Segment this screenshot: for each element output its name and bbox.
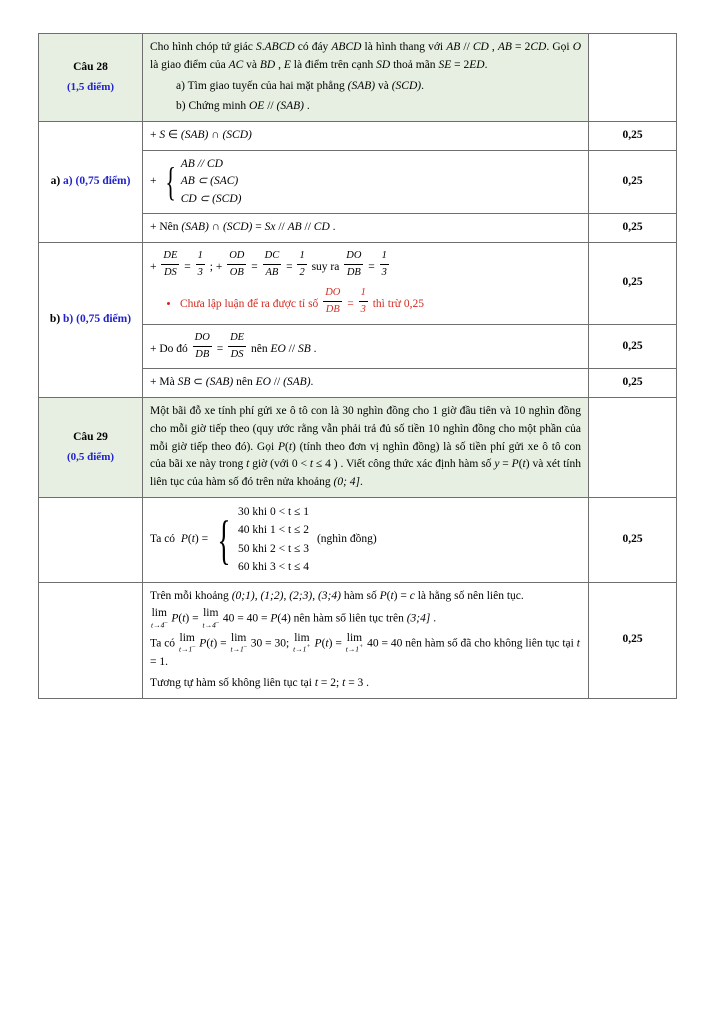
fraction-one-third-note: $\frac{1}{3}$ bbox=[359, 285, 368, 319]
question-points: (1,5 điểm) bbox=[66, 81, 115, 93]
limit-operator: lim t→1– bbox=[178, 631, 196, 654]
fraction-de-ds: $\frac{DE}{DS}$ bbox=[161, 248, 179, 282]
table-row bbox=[39, 582, 677, 698]
score-b2: 0,25 bbox=[589, 324, 677, 369]
prompt-paragraph: Một bãi đỗ xe tính phí gửi xe ô tô con là 30 nghìn đồng cho 1 giờ đầu tiên và 10 nghìn đồng cho mỗi giờ tiếp theo (quy ước rằng vẫn phải trả đủ số tiền 10 nghìn đồng cho một phần của mỗi giờ tiếp theo đó). Gọi P(t) (tính theo đơn vị nghìn đồng) là số tiền phí gửi xe ô tô con của bãi xe này trong t giờ (với 0 < t ≤ 4 ) . Viết công thức xác định hàm số y = P(t) và xét tính liên tục của hàm số đó trên nửa khoảng (0; 4]. bbox=[150, 405, 582, 489]
limit-operator: lim t→1+ bbox=[293, 631, 311, 654]
step-text: + Do đó $\frac{DO}{DB}$ = $\frac{DE}{DS}$ nên EO // SB . bbox=[150, 330, 581, 364]
fraction-do-db-note: $\frac{DO}{DB}$ bbox=[323, 285, 342, 319]
piecewise-lines bbox=[238, 503, 309, 577]
solution-step-b3 bbox=[143, 369, 589, 398]
table-row bbox=[39, 34, 677, 122]
question-prompt-cau28 bbox=[143, 34, 589, 122]
score-a3: 0,25 bbox=[589, 213, 677, 242]
part-label-b: b) b) (0,75 điểm) bbox=[39, 242, 143, 397]
score-b1: 0,25 bbox=[589, 242, 677, 324]
table-row bbox=[39, 498, 677, 583]
step-text: + $\frac{DE}{DS}$ = $\frac{1}{3}$ ; + $\frac{OD}{OB}$ = $\frac{DC}{AB}$ = $\frac{1}{2}$ suy ra $\frac{DO}{DB}$ = $\frac{1}{3}$ bbox=[150, 248, 581, 282]
solution-step-29-2 bbox=[143, 582, 589, 698]
step-text: + Nên (SAB) ∩ (SCD) = Sx // AB // CD . bbox=[150, 220, 336, 233]
solution-step-a2 bbox=[143, 151, 589, 214]
question-prompt-cau29 bbox=[143, 398, 589, 498]
step-text: + S ∈ (SAB) ∩ (SCD) bbox=[150, 129, 252, 142]
left-brace-icon: { bbox=[164, 158, 176, 204]
continuity-line-2: lim t→4– P(t) = lim t→4– 40 = 40 = P(4) nên hàm số liên tục trên (3;4] . bbox=[151, 607, 437, 630]
limit-operator: lim t→4– bbox=[202, 607, 219, 630]
solution-step-a3 bbox=[143, 213, 589, 242]
empty-label-cell-1 bbox=[39, 498, 143, 583]
solution-step-b2 bbox=[143, 324, 589, 369]
condition-line: AB ⊂ (SAC) bbox=[180, 175, 239, 188]
deduction-note-list bbox=[150, 285, 581, 319]
limit-operator: lim t→1+ bbox=[345, 631, 364, 654]
continuity-line-1: Trên mỗi khoảng (0;1), (1;2), (2;3), (3;4) hàm số P(t) = c là hằng số nên liên tục. bbox=[150, 589, 524, 602]
condition-line: CD ⊂ (SCD) bbox=[180, 192, 242, 205]
limit-operator: lim t→4– bbox=[151, 607, 168, 630]
piecewise-unit: (nghìn đồng) bbox=[316, 532, 377, 545]
table-row bbox=[39, 242, 677, 324]
fraction-one-half: $\frac{1}{2}$ bbox=[297, 248, 306, 282]
piecewise-line: 60 khi 3 < t ≤ 4 bbox=[238, 561, 309, 574]
piecewise-line: 50 khi 2 < t ≤ 3 bbox=[238, 542, 309, 555]
grading-table bbox=[38, 33, 677, 699]
continuity-line-3: Ta có lim t→1– P(t) = lim t→1– 30 = 30; lim t→1+ P(t) = lim t→1+ 40 = 40 nên hàm số đã cho không liên tục tại t = 1. bbox=[150, 631, 580, 668]
prompt-paragraph: Cho hình chóp tứ giác S.ABCD có đáy ABCD là hình thang với AB // CD , AB = 2CD. Gọi O là giao điểm của AC và BD , E là điểm trên cạnh SD thoả mãn SE = 2ED. bbox=[150, 41, 581, 71]
condition-line: AB // CD bbox=[180, 158, 223, 171]
question-points: (0,5 điểm) bbox=[66, 450, 115, 463]
part-a-points: a) (0,75 điểm) bbox=[63, 175, 131, 188]
step-text: + Mà SB ⊂ (SAB) nên EO // (SAB). bbox=[150, 376, 314, 389]
score-29-1: 0,25 bbox=[589, 498, 677, 583]
fraction-one-third: $\frac{1}{3}$ bbox=[196, 248, 205, 282]
score-a2: 0,25 bbox=[589, 151, 677, 214]
score-cau29 bbox=[589, 398, 677, 498]
continuity-line-4: Tương tự hàm số không liên tục tại t = 2; t = 3 . bbox=[150, 676, 370, 689]
score-29-2: 0,25 bbox=[589, 582, 677, 698]
deduction-note: • Chưa lập luận để ra được tỉ số $\frac{DO}{DB}$ = $\frac{1}{3}$ thì trừ 0,25 bbox=[180, 285, 581, 319]
system-of-conditions bbox=[150, 156, 581, 208]
question-number: Câu 28 bbox=[73, 61, 108, 74]
piecewise-function bbox=[150, 503, 581, 577]
fraction-od-ob: $\frac{OD}{OB}$ bbox=[227, 248, 246, 282]
condition-lines bbox=[181, 156, 242, 208]
question-number: Câu 29 bbox=[73, 431, 108, 444]
prompt-part-b: b) Chứng minh OE // (SAB) . bbox=[176, 100, 310, 113]
piecewise-lead: Ta có P(t) = bbox=[150, 532, 209, 545]
table-row bbox=[39, 122, 677, 151]
part-b-points: b) (0,75 điểm) bbox=[63, 312, 132, 325]
fraction-dc-ab: $\frac{DC}{AB}$ bbox=[263, 248, 282, 282]
fraction-one-third-2: $\frac{1}{3}$ bbox=[380, 248, 389, 282]
solution-step-a1 bbox=[143, 122, 589, 151]
plus-sign: + bbox=[150, 175, 157, 188]
score-b3: 0,25 bbox=[589, 369, 677, 398]
part-label-a: a) a) (0,75 điểm) bbox=[39, 122, 143, 242]
left-brace-icon: { bbox=[217, 509, 231, 570]
table-row bbox=[39, 398, 677, 498]
score-a1: 0,25 bbox=[589, 122, 677, 151]
empty-label-cell-2 bbox=[39, 582, 143, 698]
question-label-cau29 bbox=[39, 398, 143, 498]
score-cau28 bbox=[589, 34, 677, 122]
question-label-cau28 bbox=[39, 34, 143, 122]
solution-step-29-1 bbox=[143, 498, 589, 583]
fraction-do-db-2: $\frac{DO}{DB}$ bbox=[193, 330, 212, 364]
fraction-de-ds-2: $\frac{DE}{DS}$ bbox=[228, 330, 246, 364]
prompt-part-a: a) Tìm giao tuyến của hai mặt phẳng (SAB) và (SCD). bbox=[176, 79, 424, 92]
solution-step-b1 bbox=[143, 242, 589, 324]
piecewise-line: 40 khi 1 < t ≤ 2 bbox=[238, 524, 309, 537]
fraction-do-db: $\frac{DO}{DB}$ bbox=[344, 248, 363, 282]
limit-operator: lim t→1– bbox=[230, 631, 247, 654]
piecewise-line: 30 khi 0 < t ≤ 1 bbox=[238, 506, 309, 519]
